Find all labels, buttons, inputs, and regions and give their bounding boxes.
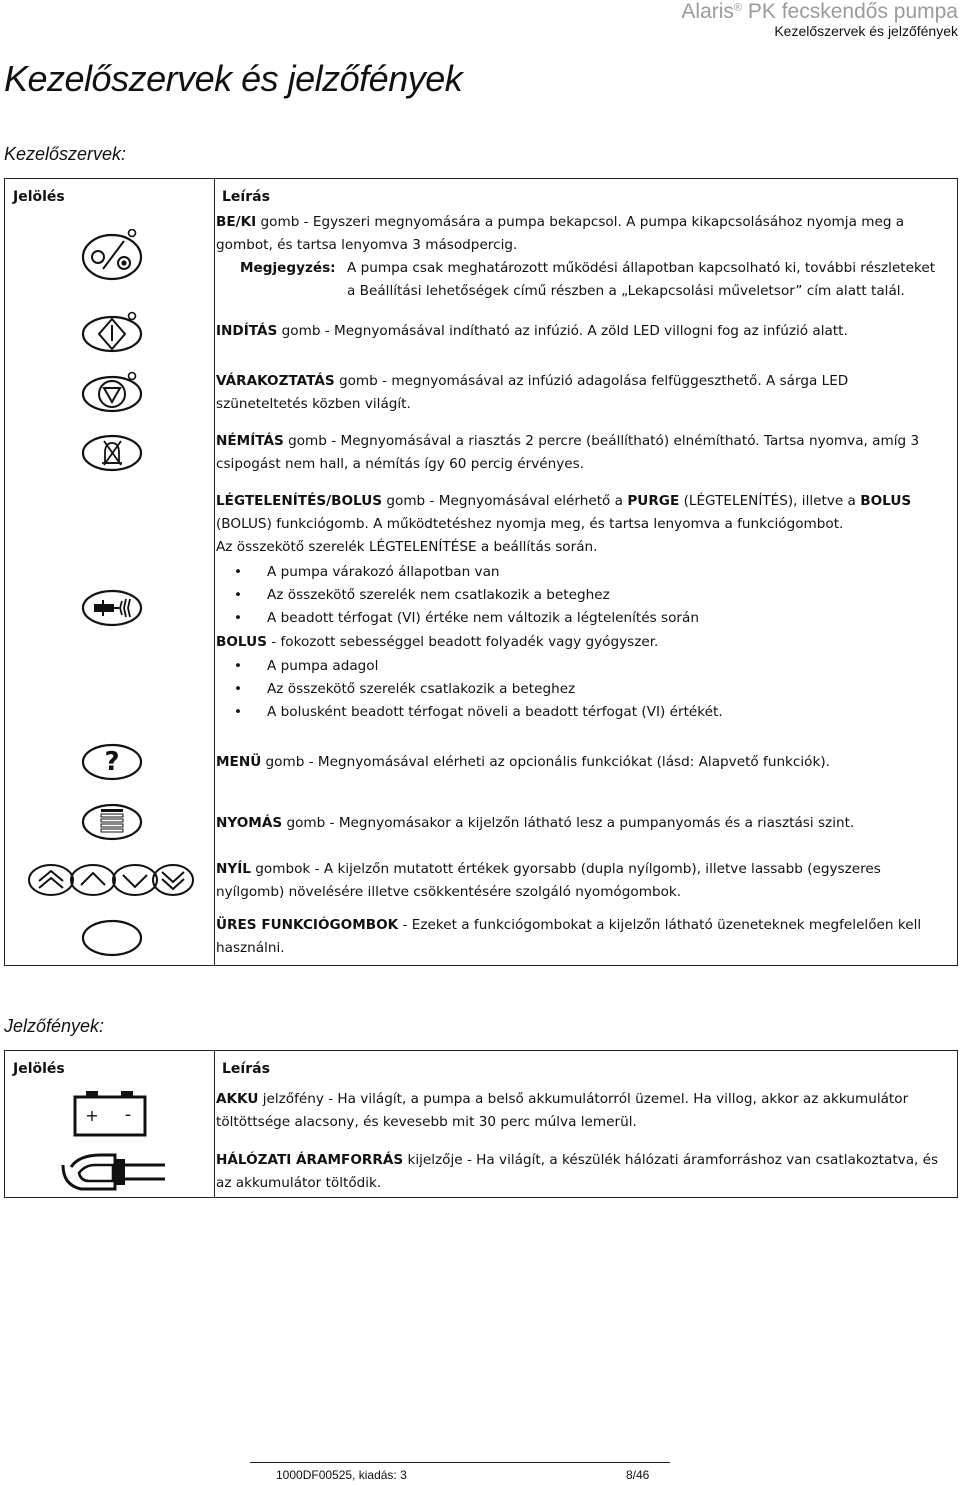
softkeys-description: ÜRES FUNKCIÓGOMBOK - Ezeket a funkciógombokat a kijelzőn látható üzeneteknek megfelelően kell használni. (216, 917, 922, 956)
up-arrow-icon (71, 865, 115, 895)
start-description: INDÍTÁS gomb - Megnyomásával indítható az infúzió. A zöld LED villogni fog az infúzió alatt. (216, 323, 848, 339)
footer-page-number: 8/46 (626, 1468, 650, 1482)
menu-description: MENÜ gomb - Megnyomásával elérheti az opcionális funkciókat (lásd: Alapvető funkciók). (216, 754, 830, 770)
column-header-symbol: Jelölés (13, 189, 65, 205)
bolus-description: BOLUS - fokozott sebességgel beadott folyadék vagy gyógyszer. (216, 634, 659, 650)
pause-description: VÁRAKOZTATÁS gomb - megnyomásával az infúzió adagolása felfüggeszthető. A sárga LED szüneteltetés közben világít. (216, 373, 849, 412)
battery-plus: + (85, 1106, 99, 1125)
battery-icon (71, 1089, 151, 1139)
indicators-section-title: Jelzőfények: (4, 1016, 105, 1036)
column-header-description: Leírás (222, 189, 270, 205)
battery-minus: - (124, 1104, 132, 1125)
power-button-icon (81, 229, 145, 281)
pressure-description: NYOMÁS gomb - Megnyomásakor a kijelzőn látható lesz a pumpanyomás és a riasztási szint. (216, 815, 855, 831)
double-up-arrow-icon (29, 865, 73, 895)
controls-section-title: Kezelőszervek: (4, 144, 127, 164)
arrow-buttons-icon (25, 859, 195, 901)
battery-description: AKKU jelzőfény - Ha világít, a pumpa a belső akkumulátorról üzemel. Ha villog, akkor az akkumulátor töltöttsége alacsony, és kevesebb mit 30 perc múlva lemerül. (216, 1091, 909, 1130)
menu-button-icon (81, 739, 145, 781)
footer-rule (250, 1462, 670, 1463)
softkey-blank-icon (81, 917, 145, 959)
column-divider (214, 1051, 215, 1197)
arrows-description: NYÍL gombok - A kijelzőn mutatott értékek gyorsabb (dupla nyílgomb), illetve lassabb (egyszeres nyílgomb) növelésére illetve csökkentésére szolgáló nyomógombok. (216, 861, 881, 900)
mains-plug-icon (59, 1151, 169, 1193)
header-section: Kezelőszervek és jelzőfények (774, 23, 958, 39)
purge-description: LÉGTELENÍTÉS/BOLUS gomb - Megnyomásával elérhető a PURGE (LÉGTELENÍTÉS), illetve a BOLUS (BOLUS) funkciógomb. A működtetéshez nyomja meg, és tartsa lenyomva a funkciógombot. Az összekötő szerelék LÉGTELENÍTÉSE a beállítás során. (216, 493, 912, 555)
pause-button-icon (81, 371, 145, 413)
mute-button-icon (81, 431, 145, 473)
start-button-icon (81, 311, 145, 353)
double-down-arrow-icon (153, 865, 193, 895)
down-arrow-icon (113, 865, 157, 895)
column-header-symbol: Jelölés (13, 1061, 65, 1077)
menu-icon-glyph: ? (104, 747, 120, 777)
column-divider (214, 179, 215, 965)
pressure-button-icon (81, 801, 145, 843)
mute-description: NÉMÍTÁS gomb - Megnyomásával a riasztás 2 percre (beállítható) elnémítható. Tartsa nyomva, amíg 3 csipogást nem hall, a némítás így 60 percig érvényes. (216, 433, 920, 472)
onoff-description: BE/KI gomb - Egyszeri megnyomására a pumpa bekapcsol. A pumpa kikapcsolásához nyomja meg a gombot, és tartsa lenyomva 3 másodpercig. (216, 214, 905, 253)
header-product: Alaris® PK fecskendős pumpa (681, 0, 958, 23)
purge-bolus-button-icon (81, 587, 145, 629)
footer-doc-id: 1000DF00525, kiadás: 3 (276, 1468, 407, 1482)
page-title: Kezelőszervek és jelzőfények (4, 58, 463, 99)
column-header-description: Leírás (222, 1061, 270, 1077)
mains-description: HÁLÓZATI ÁRAMFORRÁS kijelzője - Ha világít, a készülék hálózati áramforráshoz van csatlakoztatva, és az akkumulátor töltődik. (216, 1152, 939, 1191)
